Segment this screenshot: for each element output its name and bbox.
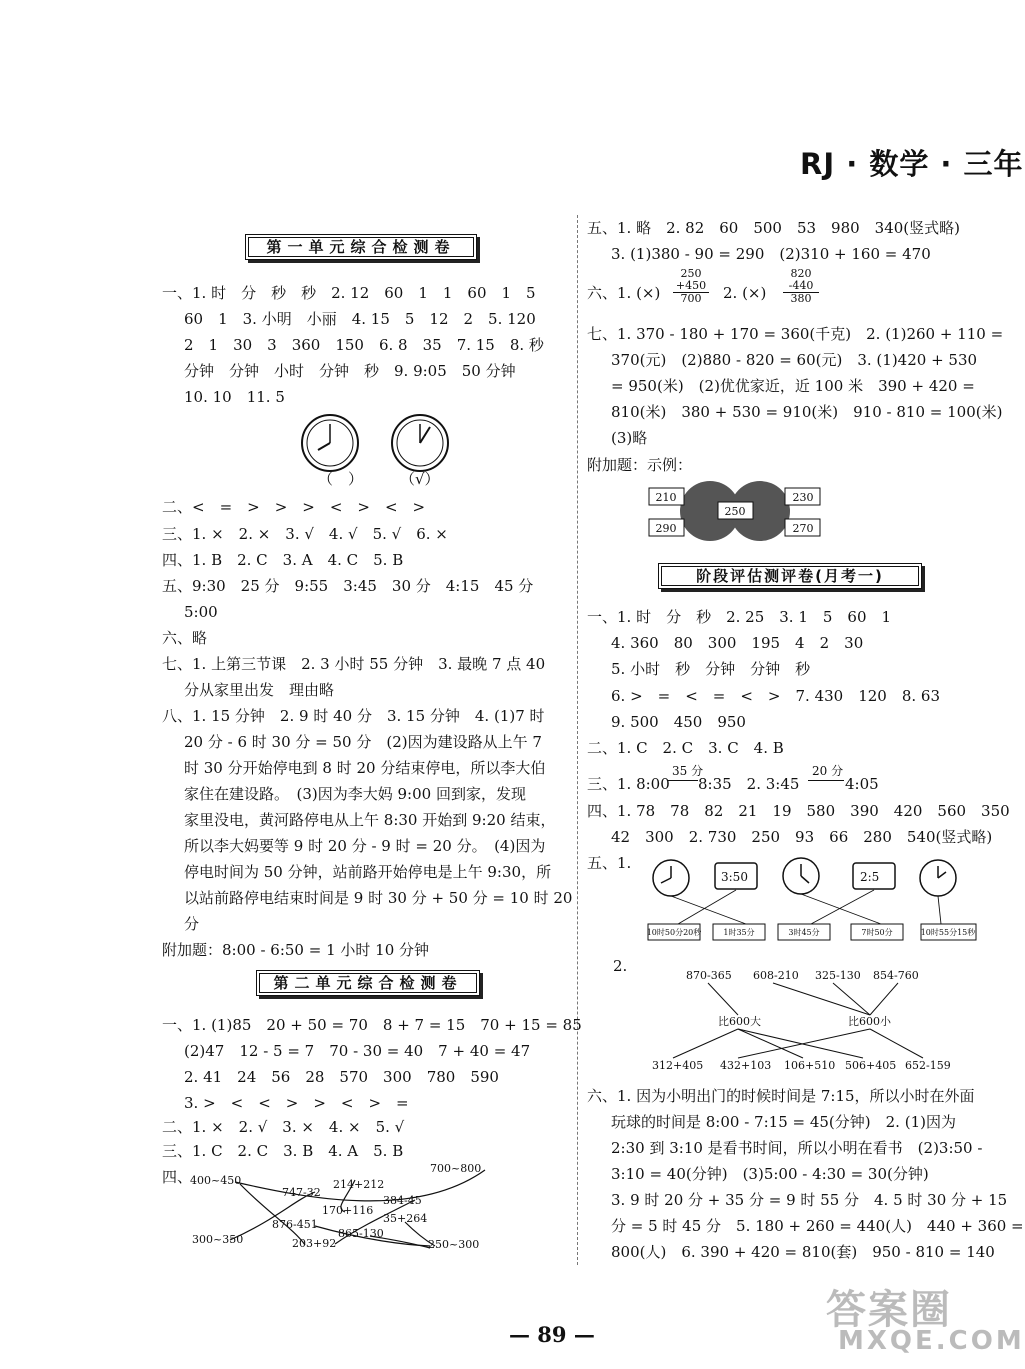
text-line: 三、1. × 2. × 3. √ 4. √ 5. √ 6. ×	[162, 525, 448, 543]
venn-value: 230	[792, 491, 814, 504]
page-number: — 89 —	[509, 1322, 595, 1347]
arrow-icon	[808, 780, 844, 781]
clock-box-label: 10时55分15秒	[920, 928, 976, 937]
text-line: 一、1. 时 分 秒 秒 2. 12 60 1 1 60 1 5	[162, 284, 536, 302]
text-line: (2)47 12 - 5 = 7 70 - 30 = 40 7 + 40 = 47	[184, 1042, 531, 1060]
vertical-calc-2	[783, 268, 819, 305]
text-line: 5:00	[184, 603, 218, 621]
clock-box-label: 1时35分	[723, 928, 755, 937]
text-line: 2 1 30 3 360 150 6. 8 35 7. 15 8. 秒	[184, 336, 544, 354]
clock-icon	[392, 415, 448, 471]
watermark-url: MXQE.COM	[838, 1326, 1025, 1356]
text-line: 分 = 5 时 45 分 5. 180 + 260 = 440(人) 440 + 360 =	[611, 1217, 1024, 1235]
text-line: 以站前路停电结束时间是 9 时 30 分 + 50 分 = 10 时 20	[184, 889, 573, 907]
text-line: 370(元) (2)880 - 820 = 60(元) 3. (1)420 + 530	[611, 351, 978, 369]
text-line: 6. > = < = < > 7. 430 120 8. 63	[611, 687, 940, 705]
text-line: 一、1. 时 分 秒 2. 25 3. 1 5 60 1	[587, 608, 892, 626]
match-label: 652-159	[905, 1059, 951, 1072]
text-line: 3. (1)380 - 90 = 290 (2)310 + 160 = 470	[611, 245, 931, 263]
match-label: 506+405	[845, 1059, 897, 1072]
venn-diagram	[648, 478, 822, 544]
text-line: 800(人) 6. 390 + 420 = 810(套) 950 - 810 = 140	[611, 1243, 995, 1261]
stage-test-title: 阶段评估测评卷(月考一)	[658, 563, 922, 589]
unit1-title: 第一单元综合检测卷	[245, 234, 477, 260]
text-line: 时 30 分开始停电到 8 时 20 分结束停电，所以李大伯	[184, 759, 546, 777]
match-label: 384-45	[383, 1194, 422, 1207]
text-line: 20 分 - 6 时 30 分 = 50 分 (2)因为建设路从上午 7	[184, 733, 542, 751]
text-line: 二、1. C 2. C 3. C 4. B	[587, 739, 784, 757]
six-mid: 2. (×)	[723, 284, 767, 302]
match-label: 214+212	[333, 1178, 385, 1191]
vertical-calc-1	[673, 268, 709, 305]
text-line: 二、1. × 2. √ 3. × 4. × 5. √	[162, 1118, 405, 1136]
text-line: 60 1 3. 小明 小丽 4. 15 5 12 2 5. 120	[184, 310, 536, 328]
text-line: 4. 360 80 300 195 4 2 30	[611, 634, 864, 652]
match-label: 865-130	[338, 1227, 384, 1240]
text-line: 玩球的时间是 8:00 - 7:15 = 45(分钟) 2. (1)因为	[611, 1113, 956, 1131]
text-line: 五、9:30 25 分 9:55 3:45 30 分 4:15 45 分	[162, 577, 534, 595]
column-divider	[577, 215, 578, 1265]
text-line: 六、1. 因为小明出门的时候时间是 7:15，所以小时在外面	[587, 1087, 975, 1105]
text-line: 3:10 = 40(分钟) (3)5:00 - 4:30 = 30(分钟)	[611, 1165, 929, 1183]
calc-row: 820	[790, 267, 812, 280]
match-label: 250~300	[428, 1238, 480, 1251]
text-line: 3. > < < > > < > =	[184, 1094, 409, 1112]
text-line: 四、	[162, 1168, 193, 1186]
match-label: 35+264	[383, 1212, 428, 1225]
text-line: 分	[184, 915, 200, 933]
text-line: 七、1. 370 - 180 + 170 = 360(千克) 2. (1)260 + 110 =	[587, 325, 1004, 343]
text-line: 3. 9 时 20 分 + 35 分 = 9 时 55 分 4. 5 时 30 分 + 15	[611, 1191, 1008, 1209]
venn-value: 210	[655, 491, 677, 504]
calc-row: +450	[673, 280, 709, 293]
calc-row: 700	[680, 292, 702, 305]
q5-2-label: 2.	[613, 957, 628, 975]
text-line: 五、1.	[587, 854, 632, 872]
text-line: 附加题：示例：	[587, 456, 693, 474]
six-prefix: 六、1. (×)	[587, 284, 661, 302]
text-line: 三、1. C 2. C 3. B 4. A 5. B	[162, 1142, 404, 1160]
text-line: 二、< = > > > < > < >	[162, 498, 426, 516]
arrow-label: 35 分	[672, 764, 704, 778]
match-label: 870-365	[686, 969, 732, 982]
match-label: 300~350	[192, 1233, 244, 1246]
text-line: 家住在建设路。 (3)因为李大妈 9:00 回到家，发现	[184, 785, 526, 803]
clock-answer-2: （√）	[400, 470, 440, 488]
match-label: 876-451	[272, 1218, 318, 1231]
text-line: 所以李大妈要等 9 时 20 分 - 9 时 = 20 分。 (4)因为	[184, 837, 546, 855]
matching-diagram-unit2	[185, 1160, 505, 1260]
text-line: 分钟 分钟 小时 分钟 秒 9. 9:05 50 分钟	[184, 362, 516, 380]
match-label: 203+92	[292, 1237, 337, 1250]
group-label: 比600小	[848, 1015, 891, 1028]
text-line: 4:05	[845, 775, 879, 793]
text-line: 八、1. 15 分钟 2. 9 时 40 分 3. 15 分钟 4. (1)7 时	[162, 707, 545, 725]
watermark-logo: 答案圈	[826, 1287, 952, 1333]
text-line: 停电时间为 50 分钟，站前路开始停电是上午 9:30，所	[184, 863, 552, 881]
calc-row: 250	[680, 267, 702, 280]
calc-row: 380	[790, 292, 812, 305]
clock-answer-1: （ ）	[318, 470, 364, 488]
text-line: 家里没电，黄河路停电从上午 8:30 开始到 9:20 结束，	[184, 811, 556, 829]
clock-icon	[302, 415, 358, 471]
match-label: 432+103	[720, 1059, 772, 1072]
text-line: 分从家里出发 理由略	[184, 681, 335, 699]
text-line: 810(米) 380 + 530 = 910(米) 910 - 810 = 100(米)	[611, 403, 1003, 421]
match-label: 106+510	[784, 1059, 836, 1072]
text-line: = 950(米) (2)优优家近，近 100 米 390 + 420 =	[611, 377, 975, 395]
page-header: RJ · 数学 · 三年	[800, 147, 1024, 181]
arrow-label: 20 分	[812, 764, 844, 778]
match-label: 312+405	[652, 1059, 704, 1072]
text-line: 2:30 到 3:10 是看书时间，所以小明在看书 (2)3:50 -	[611, 1139, 983, 1157]
clock-box-label: 7时50分	[861, 928, 893, 937]
text-line: 10. 10 11. 5	[184, 388, 285, 406]
clock-matching-diagram	[646, 850, 980, 945]
arrow-icon	[668, 780, 698, 781]
group-label: 比600大	[718, 1015, 761, 1028]
venn-value: 250	[724, 505, 746, 518]
text-line: 五、1. 略 2. 82 60 500 53 980 340(竖式略)	[587, 219, 961, 237]
clock-box-label: 3时45分	[788, 928, 820, 937]
venn-value: 270	[792, 522, 814, 535]
match-label: 854-760	[873, 969, 919, 982]
text-line: 5. 小时 秒 分钟 分钟 秒	[611, 660, 811, 678]
comparison-matching-diagram	[648, 963, 970, 1073]
digital-readout: 2:5	[860, 870, 880, 884]
match-label: 325-130	[815, 969, 861, 982]
text-line: 七、1. 上第三节课 2. 3 小时 55 分钟 3. 最晚 7 点 40	[162, 655, 546, 673]
match-label: 700~800	[430, 1162, 482, 1175]
text-line: 四、1. B 2. C 3. A 4. C 5. B	[162, 551, 404, 569]
match-label: 170+116	[322, 1204, 374, 1217]
unit2-title: 第二单元综合检测卷	[256, 970, 480, 996]
text-line: 一、1. (1)85 20 + 50 = 70 8 + 7 = 15 70 + 15 = 85	[162, 1016, 582, 1034]
clock-pair-figure	[290, 410, 470, 490]
match-label: 747-32	[282, 1186, 321, 1199]
match-label: 400~450	[190, 1174, 242, 1187]
venn-value: 290	[655, 522, 677, 535]
calc-row: -440	[783, 280, 819, 293]
text-line: 六、略	[162, 629, 208, 647]
text-line: 四、1. 78 78 82 21 19 580 390 420 560 350	[587, 802, 1010, 820]
text-line: (3)略	[611, 429, 648, 447]
text-line: 附加题：8:00 - 6:50 = 1 小时 10 分钟	[162, 941, 430, 959]
text-line: 三、1. 8:00	[587, 775, 670, 793]
clock-box-label: 10时50分20秒	[646, 928, 702, 937]
text-line: 9. 500 450 950	[611, 713, 746, 731]
match-label: 608-210	[753, 969, 799, 982]
text-line: 8:35 2. 3:45	[698, 775, 800, 793]
digital-readout: 3:50	[721, 870, 748, 884]
text-line: 2. 41 24 56 28 570 300 780 590	[184, 1068, 499, 1086]
text-line: 42 300 2. 730 250 93 66 280 540(竖式略)	[611, 828, 993, 846]
